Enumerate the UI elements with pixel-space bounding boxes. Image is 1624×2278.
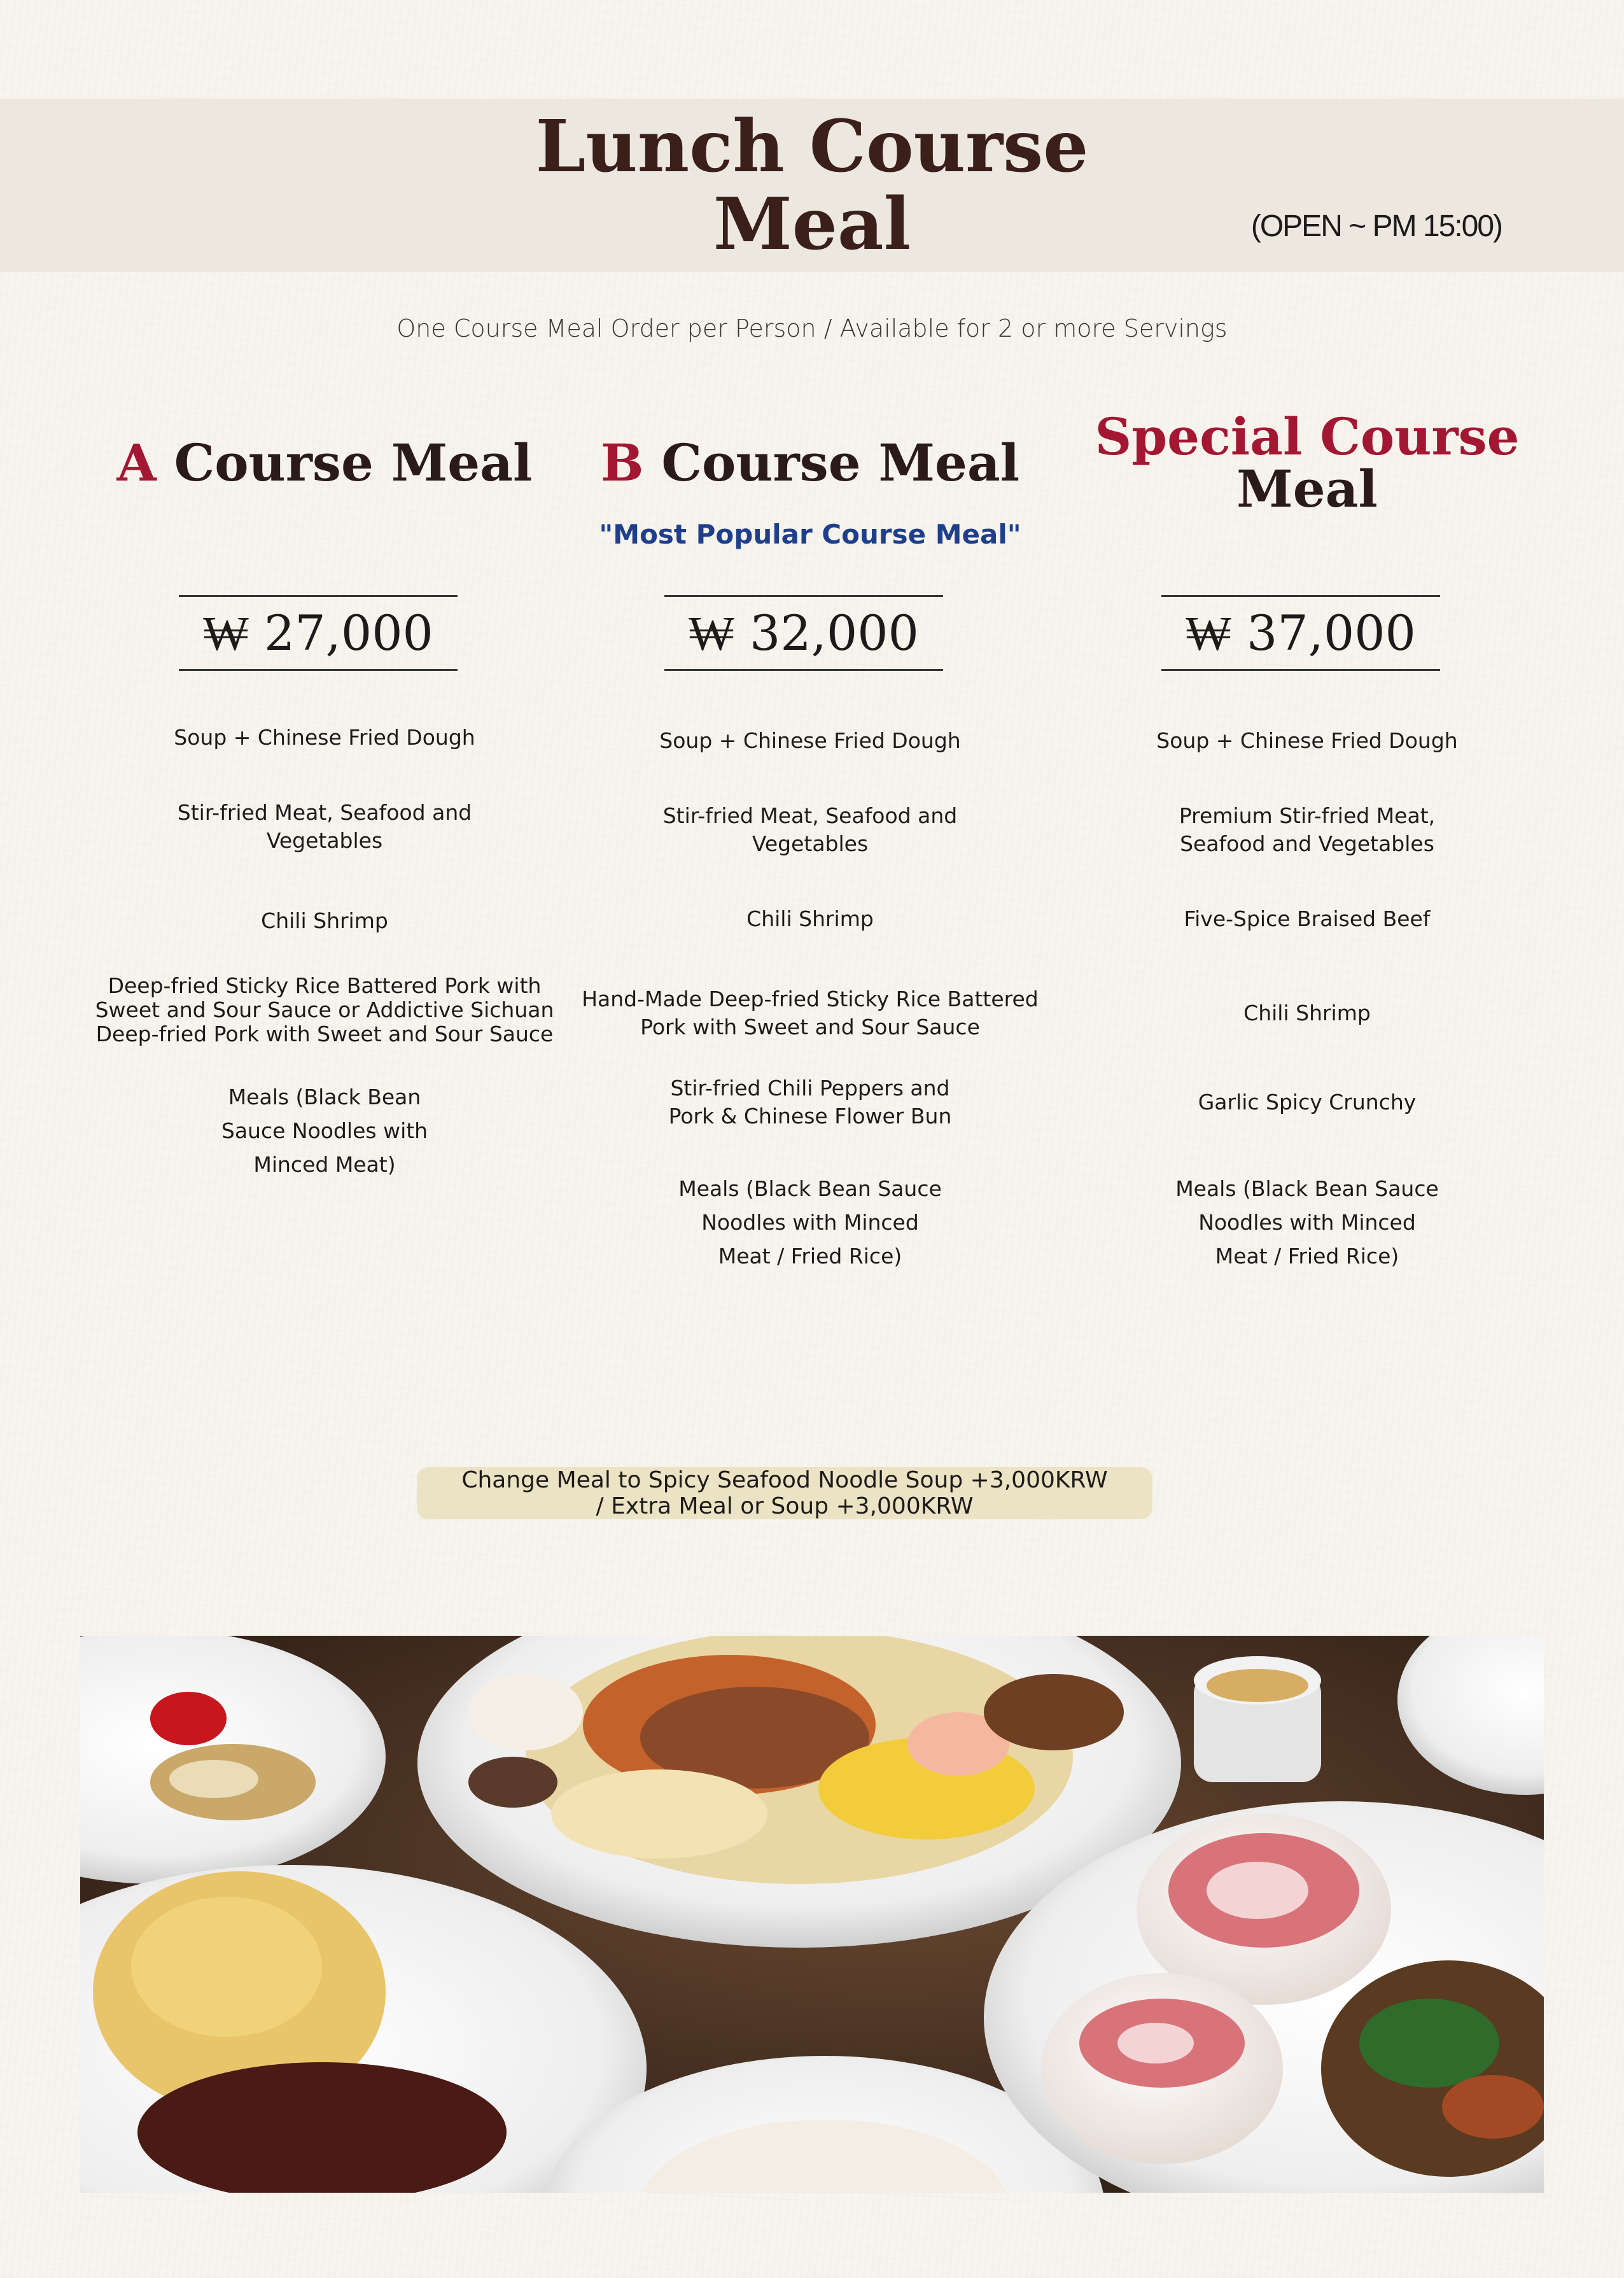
course-a-item-5: Meals (Black Bean Sauce Noodles with Minced Meat) — [221, 1085, 428, 1177]
course-b-price: ₩ 32,000 — [689, 604, 919, 661]
page-title-line2: Meal — [713, 183, 911, 266]
course-b-tagline: "Most Popular Course Meal" — [599, 519, 1021, 550]
food-photo-icon — [80, 1636, 1544, 2193]
course-b-item-4: Hand-Made Deep-fried Sticky Rice Battered Pork with Sweet and Sour Sauce — [582, 987, 1039, 1039]
course-b-item-6: Meals (Black Bean Sauce Noodles with Minced Meat / Fried Rice) — [678, 1176, 942, 1269]
meal-change-note — [417, 1467, 1152, 1519]
course-a-price: ₩ 27,000 — [203, 604, 433, 661]
course-b-item-3: Chili Shrimp — [746, 906, 874, 931]
course-special-item-1: Soup + Chinese Fried Dough — [1156, 728, 1458, 753]
course-special-item-3: Five-Spice Braised Beef — [1184, 906, 1431, 931]
course-b-title — [568, 433, 1052, 493]
meal-change-note-line1: Change Meal to Spicy Seafood Noodle Soup +3,000KRW — [461, 1467, 1108, 1493]
course-b-letter: B — [600, 433, 644, 493]
course-a-item-4: Deep-fried Sticky Rice Battered Pork with Sweet and Sour Sauce or Addictive Sichuan Deep-fried Pork with Sweet and Sour Sauce — [95, 973, 554, 1046]
course-special-title-line2: Meal — [1236, 459, 1378, 519]
course-special-title — [1065, 407, 1549, 519]
course-special-item-4: Chili Shrimp — [1243, 1001, 1371, 1025]
course-a-letter: A — [116, 433, 157, 493]
course-b-item-5: Stir-fried Chili Peppers and Pork & Chinese Flower Bun — [668, 1076, 952, 1128]
course-a-price-box — [179, 595, 458, 671]
course-a-item-2: Stir-fried Meat, Seafood and Vegetables — [177, 800, 472, 853]
order-policy: One Course Meal Order per Person / Available for 2 or more Servings — [396, 314, 1228, 342]
opening-hours: (OPEN ~ PM 15:00) — [1250, 209, 1502, 243]
course-b-item-2: Stir-fried Meat, Seafood and Vegetables — [662, 803, 958, 856]
course-special-item-2: Premium Stir-fried Meat, Seafood and Vegetables — [1179, 803, 1436, 856]
course-b-item-1: Soup + Chinese Fried Dough — [659, 728, 961, 753]
meal-change-note-line2: / Extra Meal or Soup +3,000KRW — [596, 1493, 974, 1519]
course-special-item-5: Garlic Spicy Crunchy — [1198, 1090, 1417, 1114]
course-b-name: Course Meal — [661, 433, 1020, 493]
page-title-line1: Lunch Course — [535, 105, 1089, 188]
course-b-price-box — [664, 595, 943, 671]
course-a-name: Course Meal — [174, 433, 533, 493]
course-special-price: ₩ 37,000 — [1186, 604, 1416, 661]
course-a-title — [83, 433, 566, 493]
course-a-item-3: Chili Shrimp — [261, 908, 388, 933]
food-photo — [80, 1636, 1544, 2193]
course-special-item-6: Meals (Black Bean Sauce Noodles with Minced Meat / Fried Rice) — [1175, 1176, 1439, 1269]
course-special-price-box — [1161, 595, 1440, 671]
course-a-item-1: Soup + Chinese Fried Dough — [174, 725, 475, 750]
course-special-title-line1: Special Course — [1095, 407, 1520, 467]
